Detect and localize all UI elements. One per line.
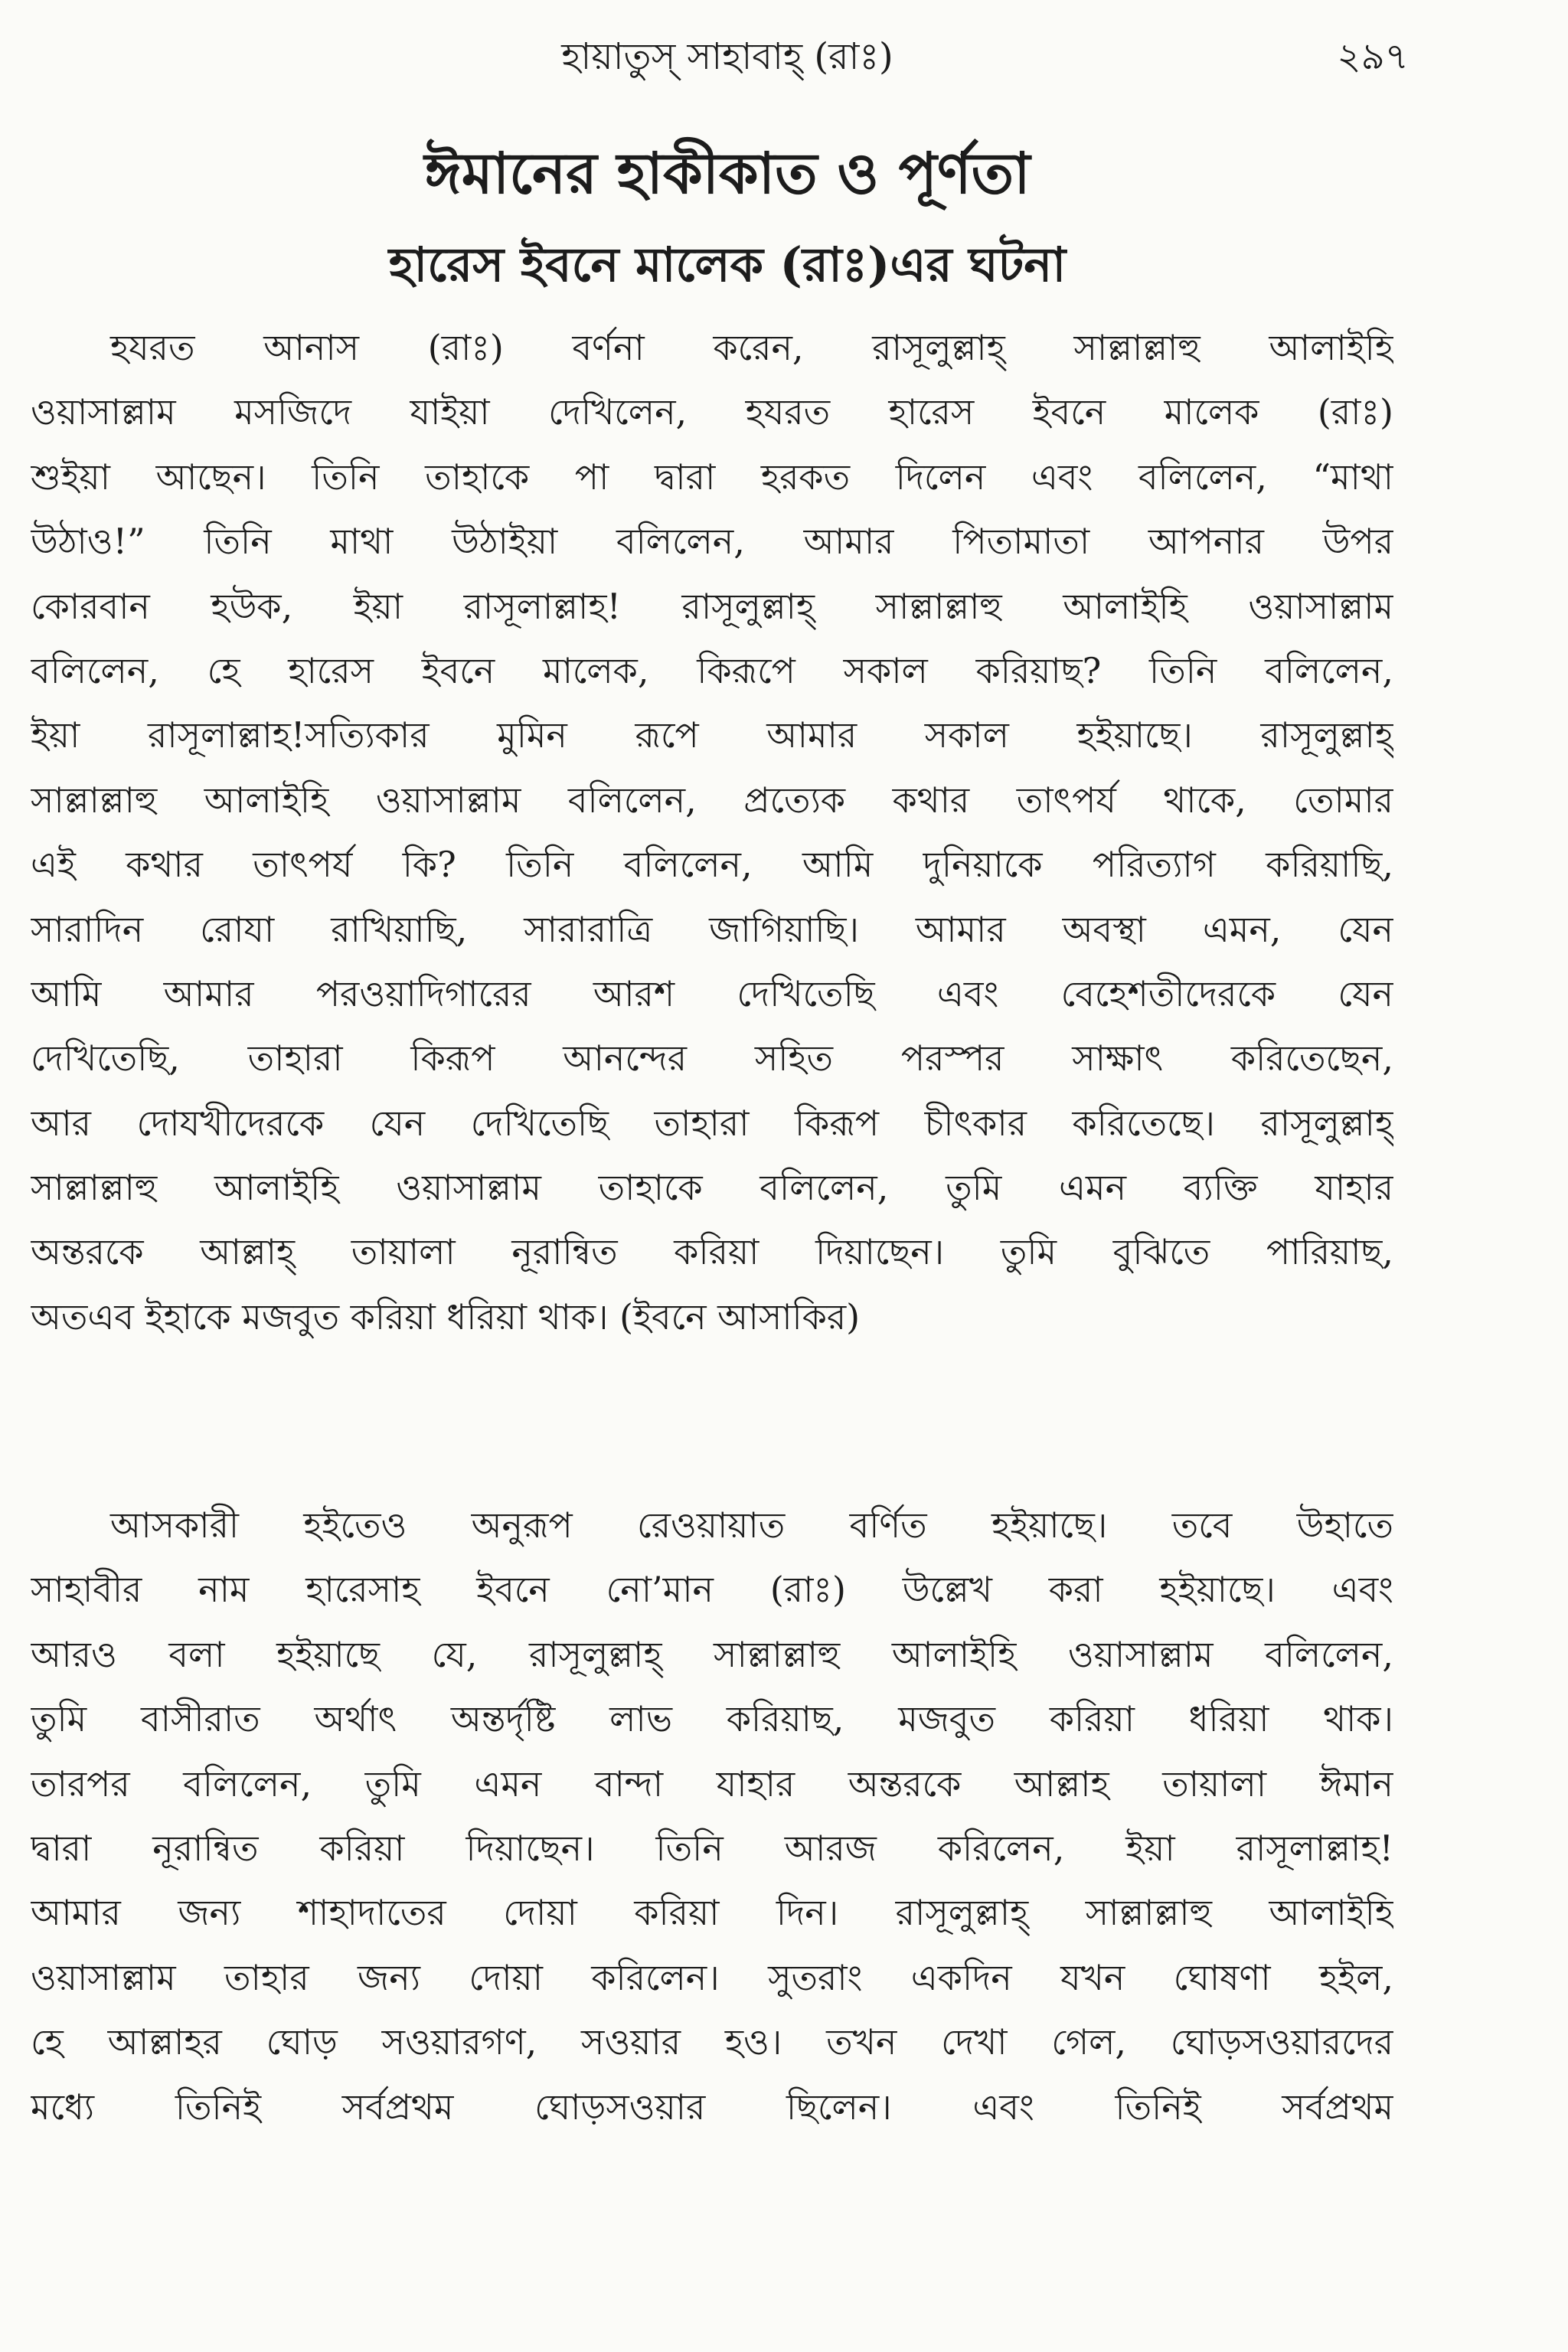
text-line: কোরবান হউক, ইয়া রাসূলাল্লাহ! রাসূলুল্লাহ্‌ সাল্লাল্লাহু আলাইহি ওয়াসাল্লাম: [31, 585, 1393, 627]
chapter-title: ঈমানের হাকীকাত ও পূর্ণতা: [424, 141, 1031, 207]
section-title: হারেস ইবনে মালেক (রাঃ)এর ঘটনা: [388, 237, 1067, 292]
text-line: আমার জন্য শাহাদাতের দোয়া করিয়া দিন। রাসূলুল্লাহ্‌ সাল্লাল্লাহু আলাইহি: [31, 1892, 1393, 1934]
text-line: সাল্লাল্লাহু আলাইহি ওয়াসাল্লাম তাহাকে বলিলেন, তুমি এমন ব্যক্তি যাহার: [31, 1167, 1393, 1209]
body-paragraph-2: [31, 1493, 1393, 2139]
text-line: তারপর বলিলেন, তুমি এমন বান্দা যাহার অন্তরকে আল্লাহ তায়ালা ঈমান: [31, 1762, 1393, 1805]
page-number: ২৯৭: [1337, 35, 1409, 78]
text-line: অতএব ইহাকে মজবুত করিয়া ধরিয়া থাক। (ইবনে আসাকির): [31, 1295, 861, 1338]
text-line: সারাদিন রোযা রাখিয়াছি, সারারাত্রি জাগিয়াছি। আমার অবস্থা এমন, যেন: [31, 908, 1393, 950]
text-line: আমি আমার পরওয়াদিগারের আরশ দেখিতেছি এবং বেহেশতীদেরকে যেন: [31, 972, 1393, 1014]
text-line: শুইয়া আছেন। তিনি তাহাকে পা দ্বারা হরকত দিলেন এবং বলিলেন, “মাথা: [31, 456, 1393, 498]
text-line: আসকারী হইতেও অনুরূপ রেওয়ায়াত বর্ণিত হইয়াছে। তবে উহাতে: [110, 1504, 1393, 1546]
text-line: সাহাবীর নাম হারেসাহ ইবনে নো’মান (রাঃ) উল্লেখ করা হইয়াছে। এবং: [31, 1569, 1393, 1611]
text-line: হযরত আনাস (রাঃ) বর্ণনা করেন, রাসূলুল্লাহ্‌ সাল্লাল্লাহু আলাইহি: [110, 327, 1393, 368]
text-line: এই কথার তাৎপর্য কি? তিনি বলিলেন, আমি দুনিয়াকে পরিত্যাগ করিয়াছি,: [31, 844, 1393, 886]
text-line: হে আল্লাহর ঘোড় সওয়ারগণ, সওয়ার হও। তখন দেখা গেল, ঘোড়সওয়ারদের: [31, 2021, 1393, 2063]
text-line: ওয়াসাল্লাম মসজিদে যাইয়া দেখিলেন, হযরত হারেস ইবনে মালেক (রাঃ): [31, 391, 1393, 433]
text-line: সাল্লাল্লাহু আলাইহি ওয়াসাল্লাম বলিলেন, প্রত্যেক কথার তাৎপর্য থাকে, তোমার: [31, 779, 1393, 821]
text-line: মধ্যে তিনিই সর্বপ্রথম ঘোড়সওয়ার ছিলেন। এবং তিনিই সর্বপ্রথম: [31, 2086, 1393, 2128]
body-paragraph-1: [31, 315, 1393, 1349]
text-line: ওয়াসাল্লাম তাহার জন্য দোয়া করিলেন। সুতরাং একদিন যখন ঘোষণা হইল,: [31, 1956, 1393, 1998]
text-line: অন্তরকে আল্লাহ্‌ তায়ালা নূরান্বিত করিয়া দিয়াছেন। তুমি বুঝিতে পারিয়াছ,: [31, 1231, 1393, 1273]
text-line: দেখিতেছি, তাহারা কিরূপ আনন্দের সহিত পরস্পর সাক্ষাৎ করিতেছেন,: [31, 1037, 1393, 1080]
text-line: আরও বলা হইয়াছে যে, রাসূলুল্লাহ্‌ সাল্লাল্লাহু আলাইহি ওয়াসাল্লাম বলিলেন,: [31, 1633, 1393, 1675]
text-line: দ্বারা নূরান্বিত করিয়া দিয়াছেন। তিনি আরজ করিলেন, ইয়া রাসূলাল্লাহ!: [31, 1827, 1393, 1869]
running-title: হায়াতুস্‌ সাহাবাহ্‌ (রাঃ): [561, 35, 893, 78]
running-header: [31, 26, 1424, 87]
text-line: বলিলেন, হে হারেস ইবনে মালেক, কিরূপে সকাল করিয়াছ? তিনি বলিলেন,: [31, 649, 1393, 691]
text-line: আর দোযখীদেরকে যেন দেখিতেছি তাহারা কিরূপ চীৎকার করিতেছে। রাসূলুল্লাহ্‌: [31, 1102, 1393, 1144]
text-line: তুমি বাসীরাত অর্থাৎ অন্তর্দৃষ্টি লাভ করিয়াছ, মজবুত করিয়া ধরিয়া থাক।: [31, 1698, 1393, 1740]
text-line: ইয়া রাসূলাল্লাহ!সত্যিকার মুমিন রূপে আমার সকাল হইয়াছে। রাসূলুল্লাহ্‌: [31, 714, 1393, 756]
text-line: উঠাও!” তিনি মাথা উঠাইয়া বলিলেন, আমার পিতামাতা আপনার উপর: [31, 521, 1393, 563]
